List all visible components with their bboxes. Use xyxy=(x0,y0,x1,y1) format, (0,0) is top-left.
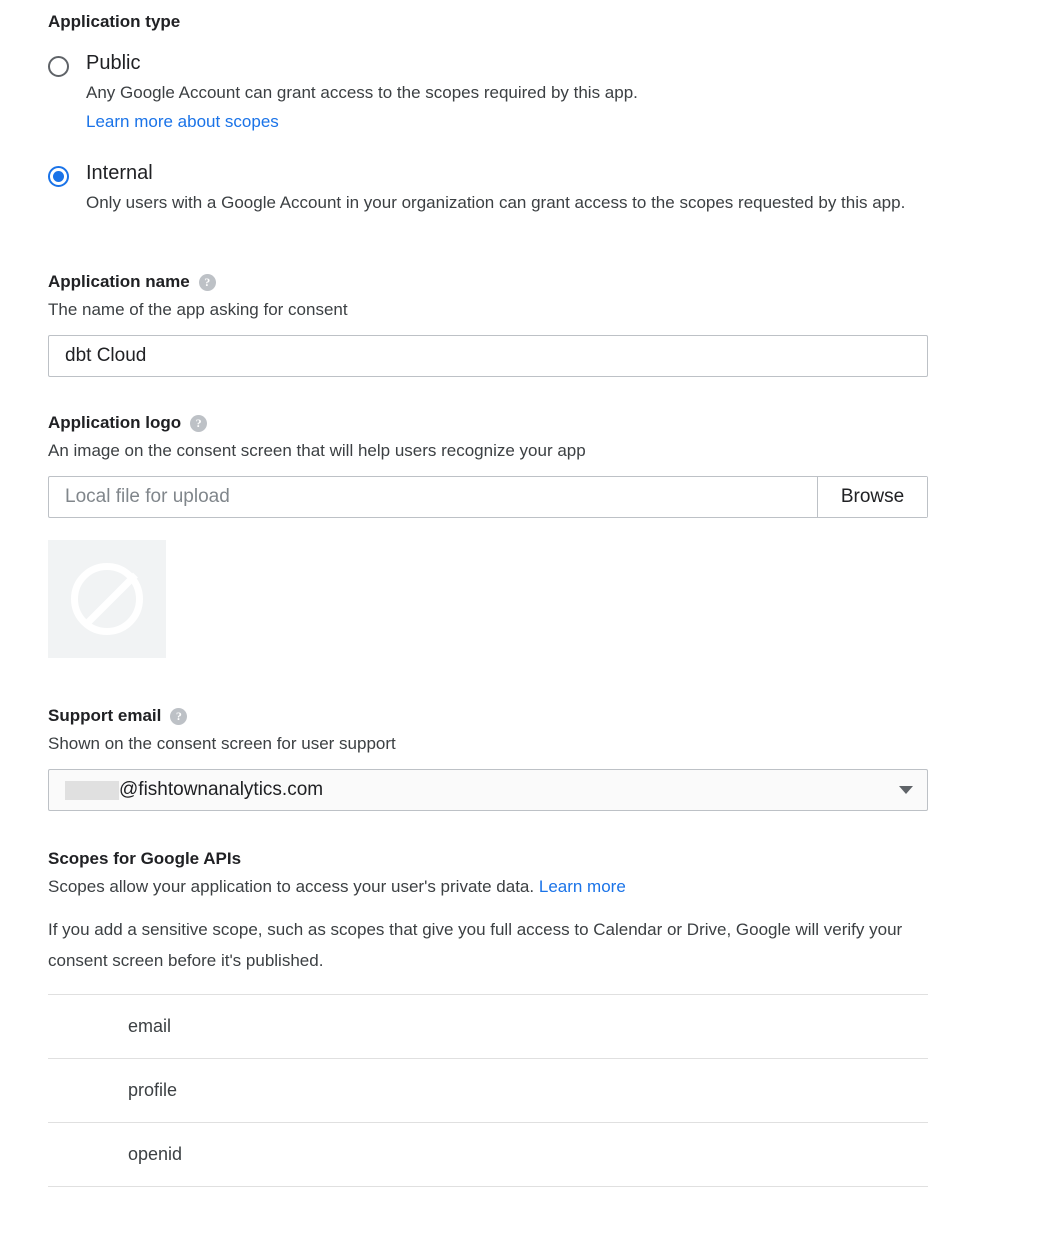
application-name-section xyxy=(48,270,992,377)
support-email-section xyxy=(48,704,992,811)
scopes-section xyxy=(48,847,992,1187)
support-email-select[interactable] xyxy=(48,769,928,811)
chevron-down-icon[interactable] xyxy=(899,786,913,794)
radio-public-label: Public xyxy=(86,52,141,74)
application-name-label: Application name xyxy=(48,272,190,291)
scopes-learn-more-link[interactable]: Learn more xyxy=(538,877,626,896)
application-type-radio-group xyxy=(48,48,992,218)
table-row[interactable]: openid xyxy=(48,1123,928,1187)
radio-internal-indicator[interactable] xyxy=(48,166,69,187)
application-type-title: Application type xyxy=(48,12,181,31)
application-logo-label: Application logo xyxy=(48,413,182,432)
application-name-description: The name of the app asking for consent xyxy=(48,300,348,319)
support-email-label: Support email xyxy=(48,706,162,725)
scopes-note: If you add a sensitive scope, such as scopes that give you full access to Calendar or Drive, Google will verify your consent screen before it's published. xyxy=(48,920,903,970)
redacted-email-prefix xyxy=(65,781,119,800)
radio-option-internal[interactable] xyxy=(48,158,992,218)
help-icon[interactable]: ? xyxy=(170,708,187,725)
radio-public-description: Any Google Account can grant access to the scopes required by this app. xyxy=(86,83,638,102)
radio-option-public[interactable] xyxy=(48,48,992,136)
no-image-icon xyxy=(71,563,143,635)
learn-more-about-scopes-link[interactable]: Learn more about scopes xyxy=(86,112,279,131)
application-type-section xyxy=(48,10,992,218)
table-row[interactable]: profile xyxy=(48,1059,928,1123)
help-icon[interactable]: ? xyxy=(199,274,216,291)
scopes-title: Scopes for Google APIs xyxy=(48,849,242,868)
help-icon[interactable]: ? xyxy=(190,415,207,432)
radio-public-indicator[interactable] xyxy=(48,56,69,77)
radio-internal-description: Only users with a Google Account in your organization can grant access to the scopes requested by this app. xyxy=(86,193,906,212)
application-logo-description: An image on the consent screen that will help users recognize your app xyxy=(48,441,586,460)
scopes-description: Scopes allow your application to access your user's private data. xyxy=(48,877,535,896)
application-logo-section xyxy=(48,411,992,658)
browse-button[interactable]: Browse xyxy=(817,477,927,517)
application-logo-upload-row xyxy=(48,476,928,518)
radio-internal-label: Internal xyxy=(86,162,153,184)
scopes-table xyxy=(48,994,928,1187)
support-email-value xyxy=(65,779,899,801)
logo-preview xyxy=(48,540,166,658)
support-email-domain: @fishtownanalytics.com xyxy=(119,779,324,800)
table-row[interactable]: email xyxy=(48,995,928,1059)
support-email-description: Shown on the consent screen for user support xyxy=(48,734,396,753)
application-name-input[interactable]: dbt Cloud xyxy=(48,335,928,377)
logo-file-input[interactable]: Local file for upload xyxy=(65,486,230,507)
